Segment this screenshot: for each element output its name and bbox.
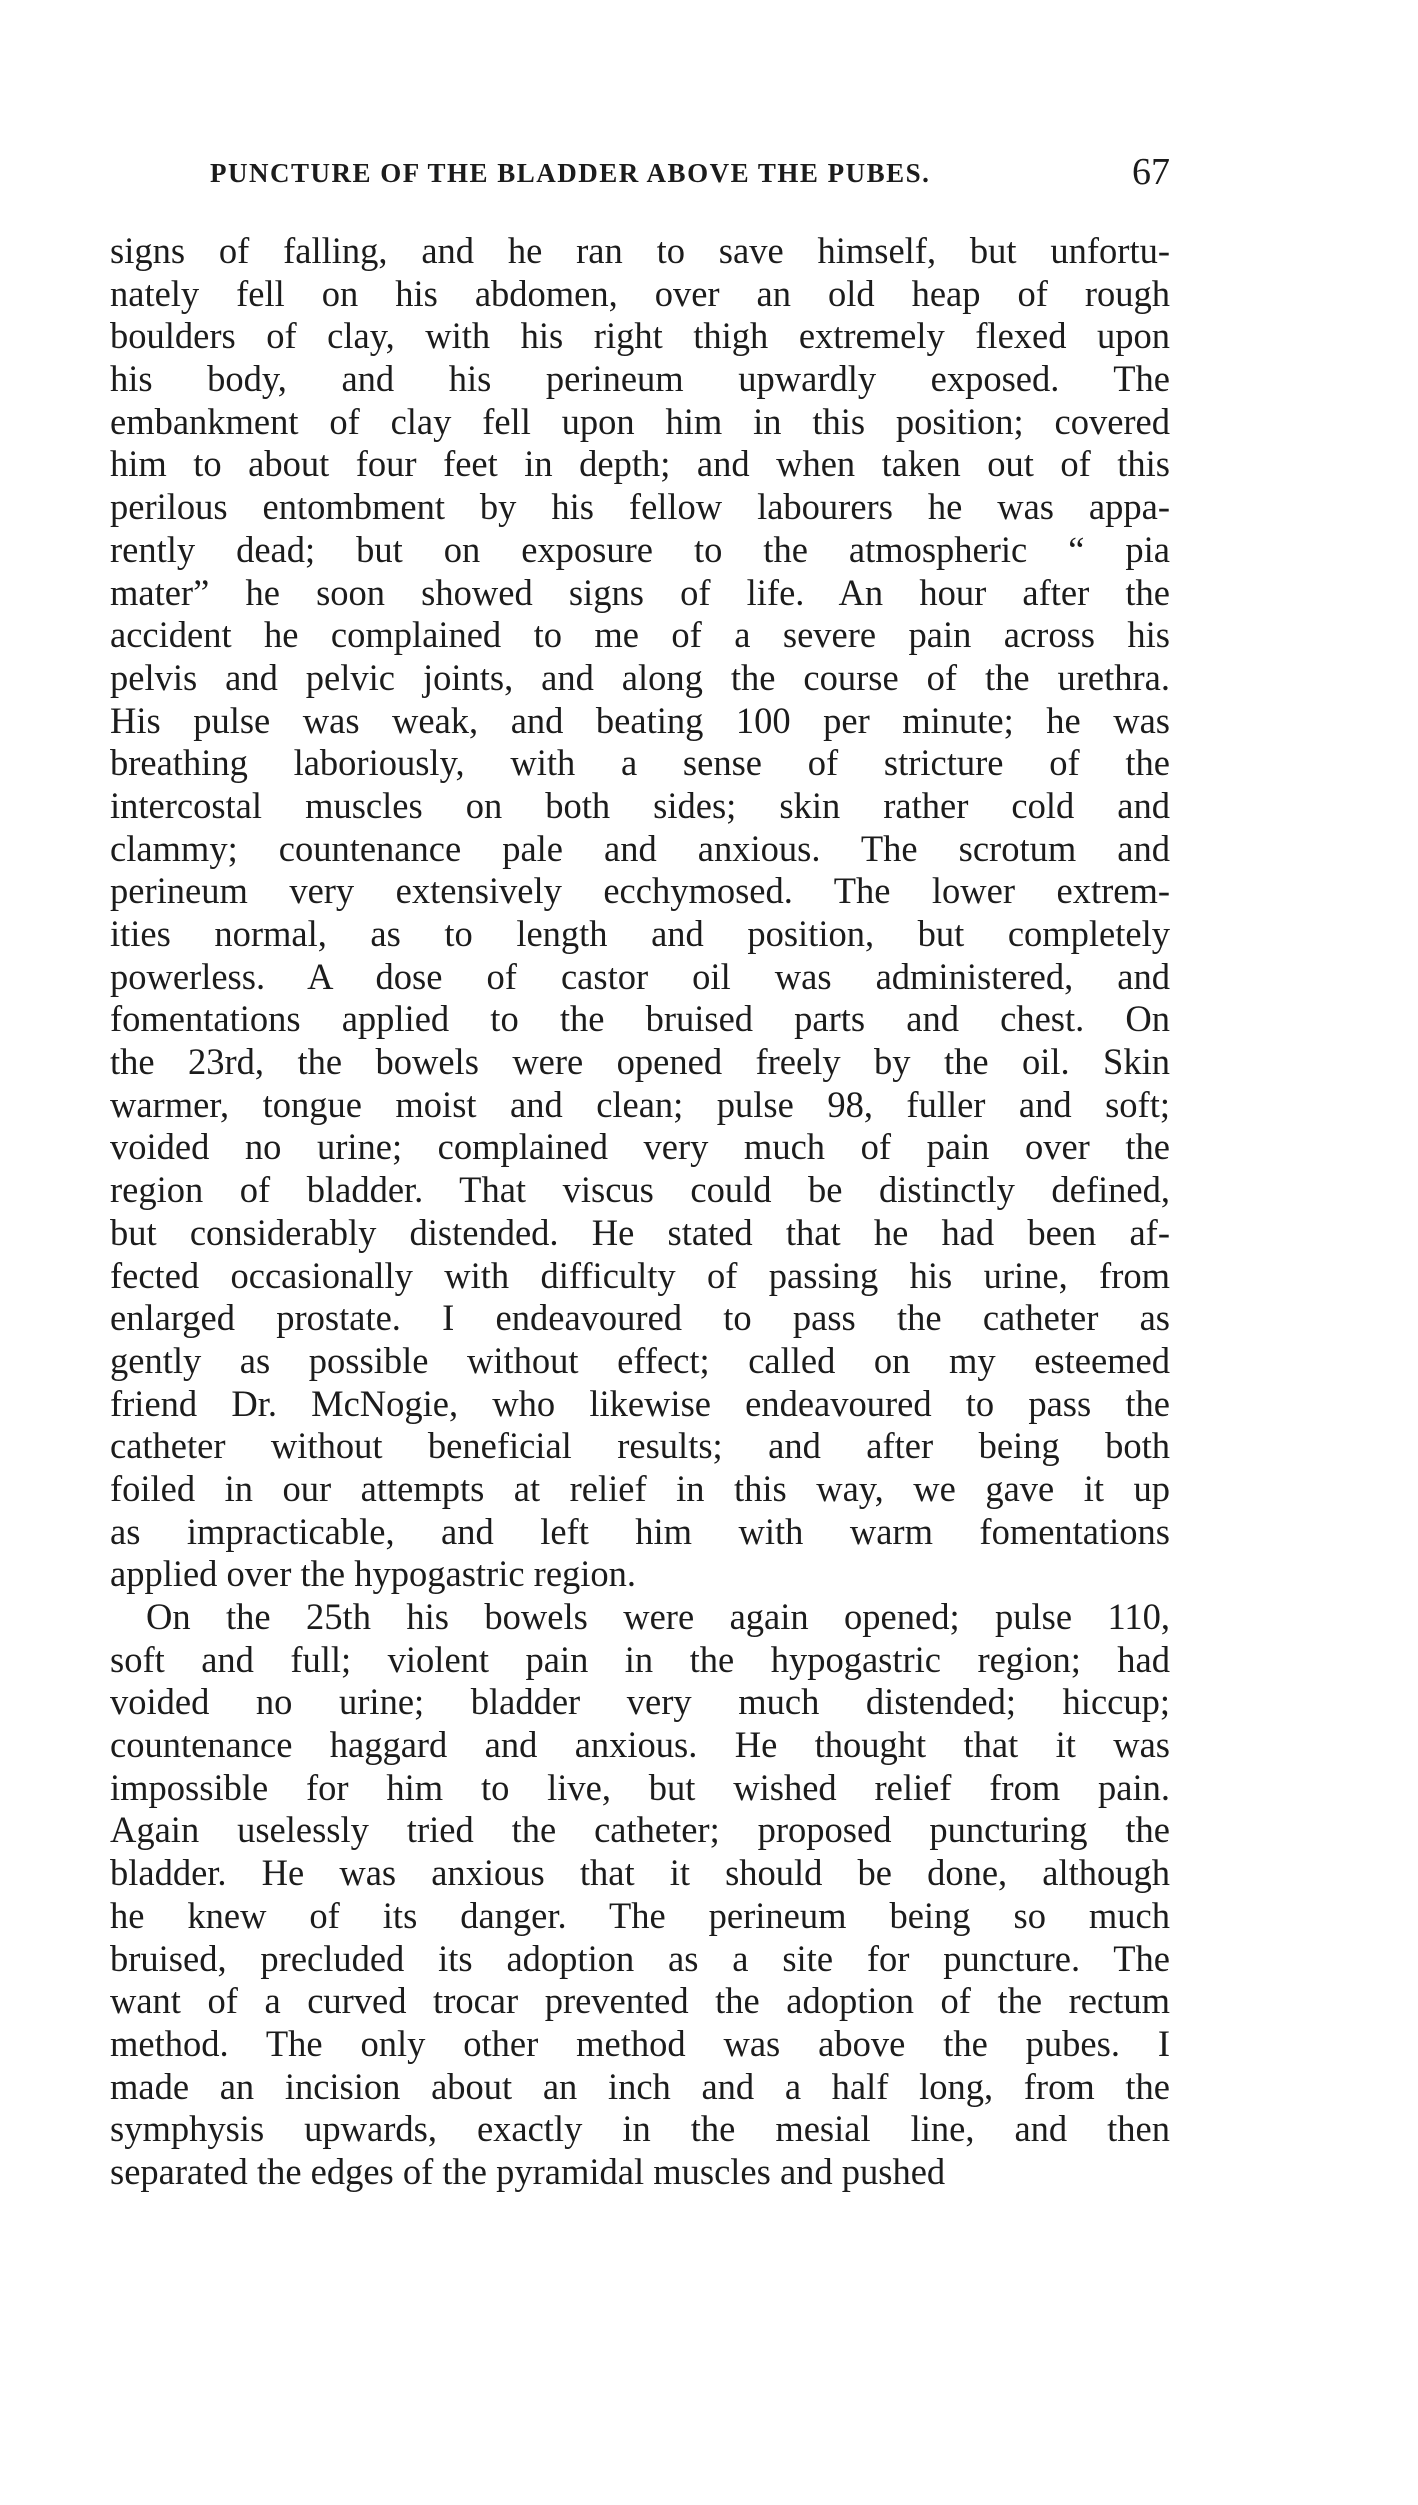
body-text: [110, 230, 1170, 2194]
text-line: bruised, precluded its adoption as a site for puncture. The: [110, 1937, 1170, 1979]
running-title: PUNCTURE OF THE BLADDER ABOVE THE PUBES.: [210, 158, 931, 188]
text-line: voided no urine; complained very much of pain over the: [110, 1126, 1170, 1168]
text-line: warmer, tongue moist and clean; pulse 98, fuller and soft;: [110, 1083, 1170, 1125]
text-line: his body, and his perineum upwardly exposed. The: [110, 358, 1170, 400]
text-line: On the 25th his bowels were again opened; pulse 110,: [146, 1596, 1170, 1637]
text-line: want of a curved trocar prevented the adoption of the rectum: [110, 1980, 1170, 2022]
running-head: [110, 150, 1170, 200]
text-line: rently dead; but on exposure to the atmospheric “ pia: [110, 528, 1170, 570]
text-line: the 23rd, the bowels were opened freely by the oil. Skin: [110, 1041, 1170, 1083]
text-line: powerless. A dose of castor oil was administered, and: [110, 955, 1170, 997]
text-line: impossible for him to live, but wished relief from pain.: [110, 1766, 1170, 1808]
text-line: catheter without beneficial results; and after being both: [110, 1425, 1170, 1467]
text-line: bladder. He was anxious that it should be done, although: [110, 1852, 1170, 1894]
text-line: Again uselessly tried the catheter; proposed puncturing the: [110, 1809, 1170, 1851]
text-line: pelvis and pelvic joints, and along the course of the urethra.: [110, 656, 1170, 698]
text-line: separated the edges of the pyramidal muscles and pushed: [110, 2150, 946, 2192]
text-line: signs of falling, and he ran to save himself, but unfortu-: [110, 230, 1170, 271]
text-line: foiled in our attempts at relief in this way, we gave it up: [110, 1467, 1170, 1509]
text-line: but considerably distended. He stated that he had been af-: [110, 1211, 1170, 1253]
text-line: embankment of clay fell upon him in this position; covered: [110, 400, 1170, 442]
text-line: he knew of its danger. The perineum being so much: [110, 1894, 1170, 1936]
text-line: method. The only other method was above the pubes. I: [110, 2022, 1170, 2064]
text-line: intercostal muscles on both sides; skin rather cold and: [110, 784, 1170, 826]
text-line: friend Dr. McNogie, who likewise endeavoured to pass the: [110, 1382, 1170, 1424]
text-line: him to about four feet in depth; and when taken out of this: [110, 443, 1170, 485]
text-line: fomentations applied to the bruised parts and chest. On: [110, 998, 1170, 1040]
text-line: gently as possible without effect; called on my esteemed: [110, 1339, 1170, 1381]
text-line: perineum very extensively ecchymosed. The lower extrem-: [110, 870, 1170, 912]
text-line: applied over the hypogastric region.: [110, 1553, 637, 1595]
text-line: ities normal, as to length and position, but completely: [110, 913, 1170, 954]
text-line: made an incision about an inch and a half long, from the: [110, 2065, 1170, 2107]
text-line: perilous entombment by his fellow labourers he was appa-: [110, 486, 1170, 528]
text-line: soft and full; violent pain in the hypogastric region; had: [110, 1638, 1170, 1680]
text-line: region of bladder. That viscus could be distinctly defined,: [110, 1169, 1170, 1211]
text-line: accident he complained to me of a severe pain across his: [110, 614, 1170, 656]
text-line: clammy; countenance pale and anxious. The scrotum and: [110, 827, 1170, 869]
text-line: breathing laboriously, with a sense of stricture of the: [110, 742, 1170, 784]
text-line: symphysis upwards, exactly in the mesial line, and then: [110, 2108, 1170, 2150]
text-line: fected occasionally with difficulty of passing his urine, from: [110, 1254, 1170, 1296]
page-number: 67: [1132, 151, 1170, 193]
text-line: voided no urine; bladder very much distended; hiccup;: [110, 1681, 1170, 1723]
text-line: as impracticable, and left him with warm fomentations: [110, 1510, 1170, 1552]
text-line: countenance haggard and anxious. He thought that it was: [110, 1724, 1170, 1766]
text-line: mater” he soon showed signs of life. An hour after the: [110, 571, 1170, 613]
text-line: nately fell on his abdomen, over an old heap of rough: [110, 272, 1170, 314]
text-line: boulders of clay, with his right thigh extremely flexed upon: [110, 315, 1170, 357]
text-line: His pulse was weak, and beating 100 per minute; he was: [110, 699, 1170, 741]
text-line: enlarged prostate. I endeavoured to pass the catheter as: [110, 1297, 1170, 1339]
